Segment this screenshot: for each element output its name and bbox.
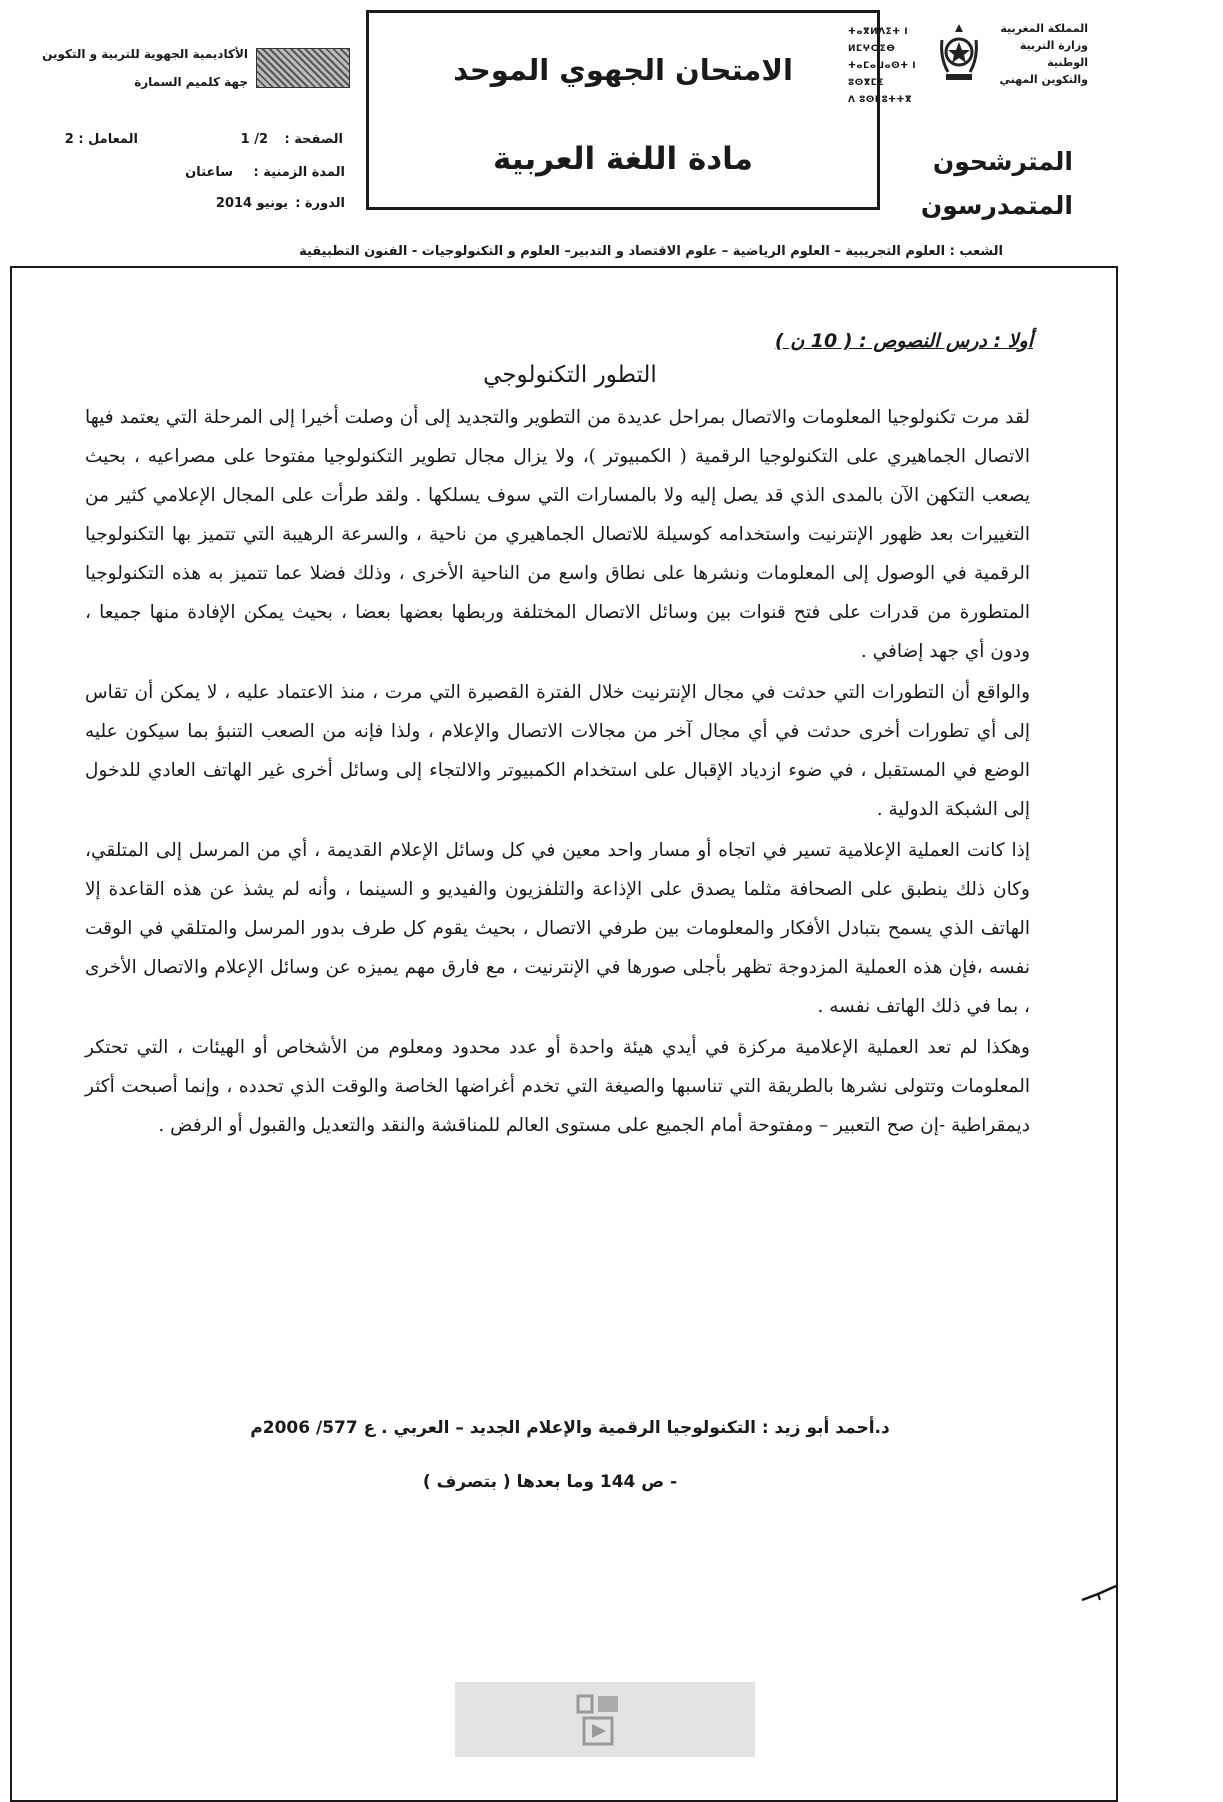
exam-branches: الشعب : العلوم التجريبية – العلوم الرياضية – علوم الاقتصاد و التدبير– العلوم و التكنولوجيات - الفنون التطبيقية [299,244,1003,259]
paragraph: لقد مرت تكنولوجيا المعلومات والاتصال بمراحل عديدة من التطوير والتجديد إلى أن وصلت أخيرا إلى المرحلة التي يعتمد فيها الاتصال الجماهيري على التكنولوجيا الرقمية ( الكمبيوتر )، ولا يزال مجال تطوير التكنولوجيا مفتوحا على مصراعيه ، بحيث يصعب التكهن الآن بالمدى الذي قد يصل إليه ولا بالمسارات التي سوف يسلكها . ولقد طرأت على المجال الإعلامي كثير من التغييرات بعد ظهور الإنترنيت واستخدامه كوسيلة للاتصال الجماهيري من ناحية ، والسرعة الرهيبة التي تتميز بها التكنولوجيا الرقمية في الوصول إلى المعلومات ونشرها على نطاق واسع من الناحية الأخرى ، وذلك فضلا عما تتميز به هذه التكنولوجيا المتطورة من قدرات على فتح قنوات بين وسائل الاتصال المختلفة وربطها بعضها بعضا ، بحيث يمكن الإفادة منها جميعا ، ودون أي جهد إضافي . [85,407,1030,662]
academy-logo-icon [256,48,350,88]
royal-emblem-icon [938,22,980,86]
ministry-line: ⴷ ⵓⵙⵎⵓⵜⵜⴳ [848,95,912,105]
scan-mark-icon [1080,1582,1120,1602]
session-label: الدورة : [295,196,345,211]
coefficient: المعامل : 2 [64,132,138,147]
exam-title: الامتحان الجهوي الموحد [453,53,793,87]
exam-subject: مادة اللغة العربية [493,141,753,177]
citation: د.أحمد أبو زيد : التكنولوجيا الرقمية والإعلام الجديد – العربي . ع 577/ 2006م [250,1418,890,1438]
academy-name: الأكاديمية الجهوية للتربية و التكوين [42,47,248,61]
candidates-line: المتمدرسون [920,191,1073,220]
reading-text [85,398,1030,1147]
exam-title-box [366,10,880,210]
paragraph: وهكذا لم تعد العملية الإعلامية مركزة في أيدي هيئة واحدة أو عدد محدود ومعلوم من الأشخاص أو الهيئات ، التي تحتكر المعلومات وتتولى نشرها بالطريقة التي تناسبها والصيغة التي تخدم أغراضها الخاصة والوقت الذي تحدده ، وإنما أصبحت أكثر ديمقراطية -إن صح التعبير – ومفتوحة أمام الجميع على مستوى العالم للمناقشة والنقد والتعديل والقبول أو الرفض . [85,1037,1030,1136]
candidates-line: المترشحون [932,147,1073,176]
ministry-line: المملكة المغربية [1000,22,1088,35]
ministry-line: وزارة التربية الوطنية [1019,39,1088,69]
academy-header [10,45,350,105]
watermark-tab [455,1682,755,1757]
page-value: 2/ 1 [240,132,268,147]
ministry-line: ⵜⴰⵎⴰⵡⴰⵙⵜ ⵏ ⵓⵙⴳⵎⵉ [848,61,917,88]
ministry-header [848,20,1088,105]
page-label: الصفحة : [284,132,343,147]
ministry-line: والتكوين المهني [999,73,1088,86]
text-title: التطور التكنولوجي [483,362,657,388]
citation-pages: - ص 144 وما بعدها ( بتصرف ) [422,1472,678,1492]
ministry-arabic [988,20,1088,88]
film-camera-icon [568,1690,628,1750]
paragraph: إذا كانت العملية الإعلامية تسير في اتجاه أو مسار واحد معين في كل وسائل الإعلام القديمة ، أي من المرسل إلى المتلقي، وكان ذلك ينطبق على الصحافة مثلما يصدق على الإذاعة والتلفزيون والفيديو و السينما ، وأنه لم يشذ عن هذه القاعدة إلا الهاتف الذي يسمح بتبادل الأفكار والمعلومات بين طرفي الاتصال ، بحيث يقوم كل طرف بدور المرسل والمتلقي في الوقت نفسه ،فإن هذه العملية المزدوجة تظهر بأجلى صورها في الإنترنيت ، مع فارق مهم يميزه عن وسائل الإعلام والاتصال الأخرى ، بما في ذلك الهاتف نفسه . [85,840,1030,1017]
academy-region: جهة كلميم السمارة [134,75,248,89]
session-value: يونيو 2014 [215,196,288,211]
section-heading: أولا : درس النصوص : ( 10 ن ) [774,330,1033,352]
duration-label: المدة الزمنية : [253,165,345,180]
duration-value: ساعتان [185,165,233,180]
ministry-line: ⵜⴰⴳⵍⴷⵉⵜ ⵏ ⵍⵎⵖⵔⵉⴱ [848,27,909,54]
candidates-label [913,140,1073,228]
paragraph: والواقع أن التطورات التي حدثت في مجال الإنترنيت خلال الفترة القصيرة التي مرت ، منذ الاعتماد عليه ، لا يمكن أن تقاس إلى أي تطورات أخرى حدثت في أي مجال آخر من مجالات الاتصال والإعلام ، ولذا فإنه من الصعب التنبؤ بما سيكون عليه الوضع في المستقبل ، في ضوء ازدياد الإقبال على استخدام الكمبيوتر والالتجاء إلى وسائل أخرى غير الهاتف العادي للدخول إلى الشبكة الدولية . [85,682,1030,820]
